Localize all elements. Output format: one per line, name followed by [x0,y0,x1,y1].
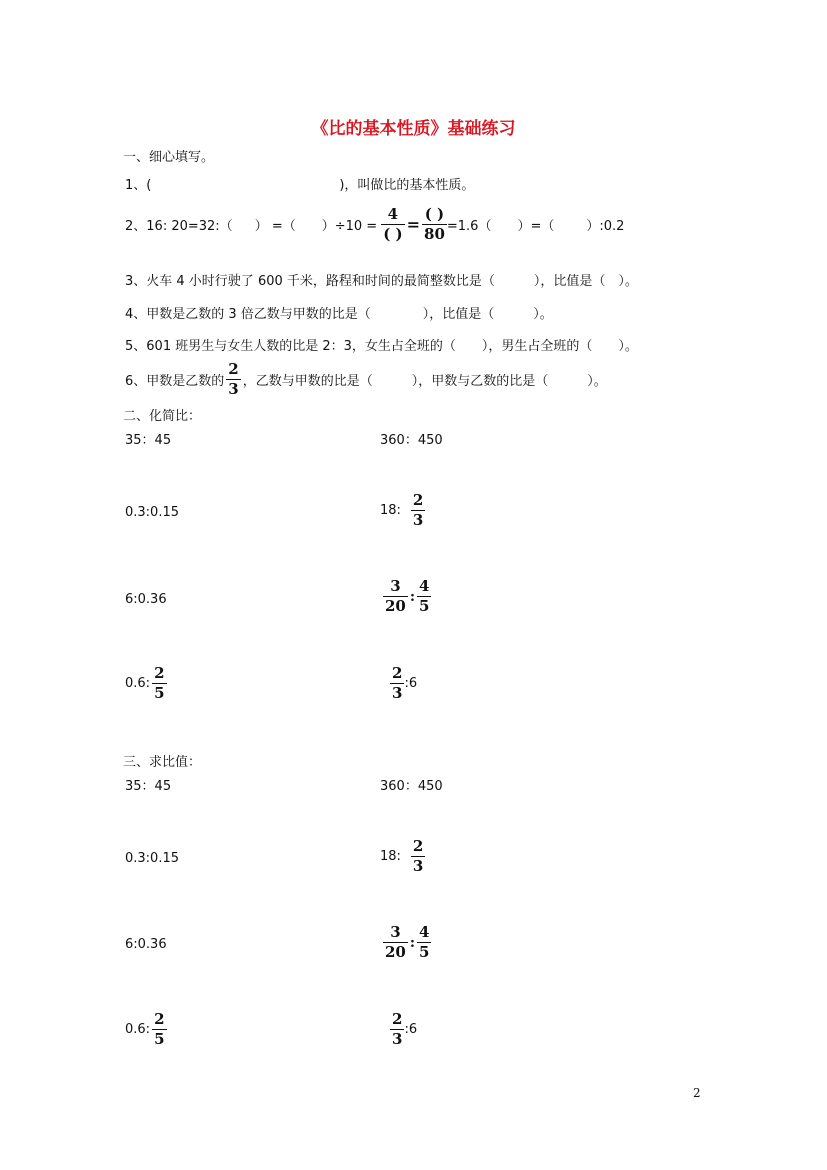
s3-item-d-fraction [411,839,425,874]
s3-item-f [383,925,431,960]
s3-item-f-fraction-2 [417,925,431,960]
fraction-numerator: 4 [419,923,430,941]
s2-item-e: 6:0.36 [125,592,167,607]
s3-item-d-lead: 18: [380,849,401,864]
fraction-denominator: 20 [385,597,406,615]
fraction-numerator: 2 [412,491,424,509]
fraction-numerator: 3 [390,577,401,595]
q2-part4: =1.6（ [446,219,492,234]
s2-item-f-colon: : [409,588,416,605]
fraction-numerator: 2 [412,837,424,855]
fraction-denominator: ( ) [383,225,403,243]
q2-part6: ）:0.2 [586,219,625,234]
s2-item-h [390,666,417,701]
q2-part5: ）=（ [517,219,555,234]
fraction-numerator: 4 [387,205,399,223]
page-title: 《比的基本性质》基础练习 [311,119,516,139]
s3-item-f-fraction-1 [383,925,408,960]
s2-item-b: 360：450 [380,433,443,448]
section-heading-3: 三、求比值： [123,755,202,770]
s3-item-c: 0.3:0.15 [125,851,179,866]
s2-item-a: 35：45 [125,433,172,448]
s3-item-d [380,839,425,874]
fraction-denominator: 5 [154,684,165,702]
s3-item-b: 360：450 [380,779,443,794]
section-heading-1: 一、细心填写。 [123,150,215,165]
fraction-numerator: 2 [392,1010,403,1028]
s2-item-c: 0.3:0.15 [125,505,179,520]
question-2 [125,207,624,242]
s3-item-a: 35：45 [125,779,172,794]
s3-item-h [390,1012,417,1047]
section-heading-2: 二、化简比： [123,409,202,424]
fraction-denominator: 5 [419,943,430,961]
fraction-numerator: 2 [154,1010,165,1028]
q6-lead: 6、甲数是乙数的 [125,374,225,389]
q2-part3: ）÷10 = [321,219,378,234]
q2-fraction-1 [381,207,404,242]
fraction-denominator: 5 [419,597,430,615]
fraction-numerator: 2 [392,664,403,682]
fraction-numerator: 3 [390,923,401,941]
fraction-numerator: 4 [419,577,430,595]
fraction-numerator: 2 [228,360,239,378]
s2-item-d [380,493,425,528]
fraction-denominator: 3 [228,380,239,398]
fraction-denominator: 3 [412,511,424,529]
s2-item-h-tail: :6 [404,676,418,691]
s2-item-d-lead: 18: [380,503,401,518]
s2-item-g-fraction [152,666,166,701]
s3-item-e: 6:0.36 [125,937,167,952]
question-1-before: 1、( [125,178,152,193]
question-1 [125,174,474,193]
fraction-numerator: 2 [154,664,165,682]
s3-item-g-lead: 0.6: [125,1022,151,1037]
fraction-numerator: ( ) [424,205,445,223]
q6-rest: ，乙数与甲数的比是（ ），甲数与乙数的比是（ ）。 [242,374,607,389]
s3-item-h-tail: :6 [404,1022,418,1037]
s3-item-g-fraction [152,1012,166,1047]
q2-part2: ） =（ [254,219,296,234]
fraction-denominator: 3 [412,857,424,875]
page-number: 2 [693,1086,701,1100]
q2-equals: = [406,215,421,234]
question-6 [125,362,607,397]
s3-item-f-colon: : [409,934,416,951]
fraction-denominator: 80 [424,225,445,243]
s2-item-f-fraction-2 [417,579,431,614]
s2-item-d-fraction [411,493,425,528]
s2-item-f-fraction-1 [383,579,408,614]
s2-item-h-fraction [390,666,404,701]
fraction-denominator: 3 [392,684,403,702]
question-4: 4、甲数是乙数的 3 倍乙数与甲数的比是（ ），比值是（ ）。 [125,307,553,322]
s2-item-g-lead: 0.6: [125,676,151,691]
fraction-denominator: 20 [385,943,406,961]
question-1-after: )，叫做比的基本性质。 [339,178,475,193]
s3-item-g [125,1012,167,1047]
question-5: 5、601 班男生与女生人数的比是 2：3，女生占全班的（ ），男生占全班的（ ）。 [125,339,638,354]
s2-item-g [125,666,167,701]
fraction-denominator: 5 [154,1030,165,1048]
fraction-denominator: 3 [392,1030,403,1048]
q6-fraction [226,362,240,397]
s2-item-f [383,579,431,614]
s3-item-h-fraction [390,1012,404,1047]
q2-lead: 2、16: 20=32:（ [125,219,233,234]
question-3: 3、火车 4 小时行驶了 600 千米，路程和时间的最简整数比是（ ），比值是（ ）。 [125,274,638,289]
q2-fraction-2 [422,207,447,242]
